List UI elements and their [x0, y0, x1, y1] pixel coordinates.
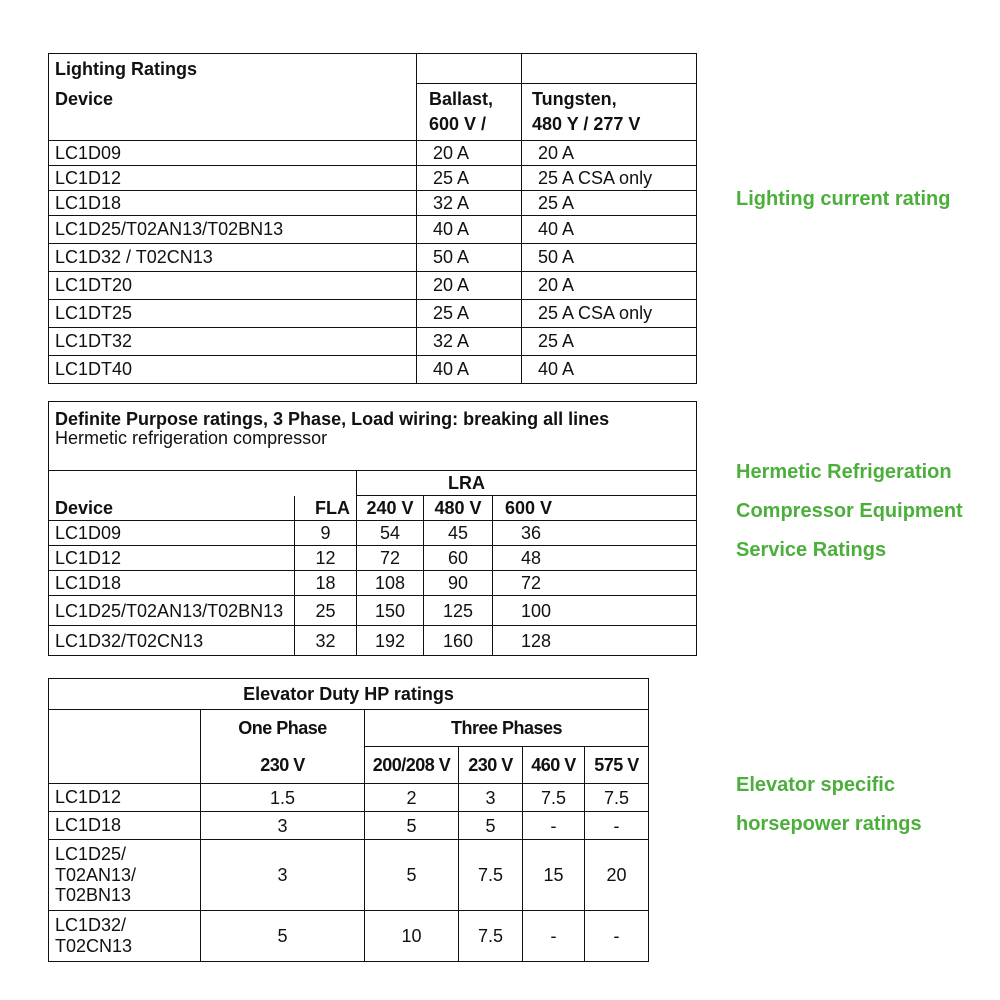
col-230v-one-phase: 230 V [201, 747, 365, 784]
lra-480v-cell: 160 [424, 626, 493, 656]
device-cell: LC1D12 [49, 165, 417, 190]
device-cell: LC1D18 [49, 812, 201, 840]
hp-460v-cell: 7.5 [523, 784, 585, 812]
table-row [49, 911, 649, 962]
fla-cell: 12 [295, 546, 357, 571]
device-cell: LC1DT20 [49, 271, 417, 299]
table-row [49, 190, 697, 215]
table-row [49, 784, 649, 812]
tungsten-cell: 25 A [522, 327, 697, 355]
device-cell: LC1DT32 [49, 327, 417, 355]
hp-230v-cell: 5 [459, 812, 523, 840]
device-cell: LC1DT25 [49, 299, 417, 327]
hp-460v-cell: - [523, 812, 585, 840]
tungsten-voltage: 480 Y / 277 V [532, 113, 641, 134]
table-row [49, 596, 697, 626]
hp-230v-cell: 7.5 [459, 840, 523, 911]
col-tungsten-header [522, 84, 697, 141]
one-phase-header: One Phase [201, 710, 365, 747]
three-phases-header: Three Phases [365, 710, 649, 747]
table-row [49, 165, 697, 190]
col-460v: 460 V [523, 747, 585, 784]
device-cell: LC1D09 [49, 140, 417, 165]
tungsten-cell: 40 A [522, 355, 697, 383]
fla-cell: 25 [295, 596, 357, 626]
ballast-cell: 20 A [417, 271, 522, 299]
table-row [49, 355, 697, 383]
ballast-cell: 25 A [417, 299, 522, 327]
col-fla-header: FLA [295, 496, 357, 521]
fla-cell: 9 [295, 521, 357, 546]
empty-cell [522, 54, 697, 84]
col-230v-three-phase: 230 V [459, 747, 523, 784]
tungsten-cell: 25 A CSA only [522, 299, 697, 327]
table-row [49, 140, 697, 165]
col-575v: 575 V [585, 747, 649, 784]
hp-200-208v-cell: 10 [365, 911, 459, 962]
hp-575v-cell: - [585, 911, 649, 962]
empty-cell [49, 471, 357, 496]
table-row [49, 521, 697, 546]
device-cell: LC1DT40 [49, 355, 417, 383]
lra-600v-cell: 36 [493, 521, 697, 546]
device-cell: LC1D12 [49, 546, 295, 571]
hp-one-phase-230v-cell: 3 [201, 812, 365, 840]
table-row [49, 812, 649, 840]
ballast-cell: 40 A [417, 355, 522, 383]
lra-240v-cell: 54 [357, 521, 424, 546]
ballast-cell: 40 A [417, 215, 522, 243]
hp-460v-cell: 15 [523, 840, 585, 911]
fla-cell: 32 [295, 626, 357, 656]
tungsten-cell: 20 A [522, 140, 697, 165]
hp-one-phase-230v-cell: 3 [201, 840, 365, 911]
hp-575v-cell: 7.5 [585, 784, 649, 812]
ballast-label: Ballast, [429, 89, 494, 110]
fla-cell: 18 [295, 571, 357, 596]
table-row [49, 626, 697, 656]
tungsten-cell: 50 A [522, 243, 697, 271]
table-row [49, 571, 697, 596]
table-row [49, 327, 697, 355]
hermetic-note-line-3: Service Ratings [736, 539, 887, 561]
col-200-208v: 200/208 V [365, 747, 459, 784]
hp-460v-cell: - [523, 911, 585, 962]
hermetic-note-line-2: Compressor Equipment [736, 500, 963, 522]
device-cell: LC1D12 [49, 784, 201, 812]
col-600v-header: 600 V [493, 496, 697, 521]
hp-200-208v-cell: 5 [365, 840, 459, 911]
lra-240v-cell: 108 [357, 571, 424, 596]
device-cell: LC1D25/ T02AN13/ T02BN13 [49, 840, 201, 911]
elevator-note-line-1: Elevator specific [736, 774, 895, 796]
hp-one-phase-230v-cell: 5 [201, 911, 365, 962]
lra-480v-cell: 90 [424, 571, 493, 596]
hermetic-ratings-table [48, 401, 697, 656]
lra-480v-cell: 45 [424, 521, 493, 546]
hp-200-208v-cell: 5 [365, 812, 459, 840]
col-240v-header: 240 V [357, 496, 424, 521]
tungsten-cell: 20 A [522, 271, 697, 299]
ballast-cell: 50 A [417, 243, 522, 271]
hermetic-title-cell [49, 402, 697, 471]
device-cell: LC1D32/ T02CN13 [49, 911, 201, 962]
hp-one-phase-230v-cell: 1.5 [201, 784, 365, 812]
table-row [49, 299, 697, 327]
device-cell: LC1D09 [49, 521, 295, 546]
table-row [49, 271, 697, 299]
lra-240v-cell: 150 [357, 596, 424, 626]
lra-600v-cell: 72 [493, 571, 697, 596]
elevator-ratings-table [48, 678, 649, 962]
lighting-title: Lighting Ratings [49, 54, 417, 84]
lra-header: LRA [357, 471, 697, 496]
hermetic-title: Definite Purpose ratings, 3 Phase, Load wiring: breaking all lines [55, 409, 610, 429]
table-row [49, 546, 697, 571]
ballast-cell: 32 A [417, 327, 522, 355]
lra-600v-cell: 128 [493, 626, 697, 656]
lighting-ratings-table [48, 53, 697, 384]
hp-575v-cell: - [585, 812, 649, 840]
empty-cell [417, 54, 522, 84]
tungsten-cell: 40 A [522, 215, 697, 243]
device-cell: LC1D18 [49, 571, 295, 596]
ballast-cell: 25 A [417, 165, 522, 190]
hermetic-note-line-1: Hermetic Refrigeration [736, 461, 952, 483]
lra-600v-cell: 100 [493, 596, 697, 626]
col-ballast-header [417, 84, 522, 141]
hp-575v-cell: 20 [585, 840, 649, 911]
device-cell: LC1D18 [49, 190, 417, 215]
device-cell: LC1D25/T02AN13/T02BN13 [49, 596, 295, 626]
table-row [49, 243, 697, 271]
col-480v-header: 480 V [424, 496, 493, 521]
elevator-note-line-2: horsepower ratings [736, 813, 922, 835]
hermetic-subtitle: Hermetic refrigeration compressor [55, 428, 328, 448]
table-row [49, 840, 649, 911]
hp-200-208v-cell: 2 [365, 784, 459, 812]
elevator-title: Elevator Duty HP ratings [49, 679, 649, 710]
lra-600v-cell: 48 [493, 546, 697, 571]
tungsten-cell: 25 A CSA only [522, 165, 697, 190]
tungsten-cell: 25 A [522, 190, 697, 215]
col-device-header: Device [49, 496, 295, 521]
lra-240v-cell: 192 [357, 626, 424, 656]
ballast-cell: 32 A [417, 190, 522, 215]
table-row [49, 215, 697, 243]
ballast-voltage: 600 V / [429, 113, 487, 134]
lighting-note: Lighting current rating [736, 188, 951, 210]
lra-480v-cell: 125 [424, 596, 493, 626]
device-cell: LC1D32/T02CN13 [49, 626, 295, 656]
ballast-cell: 20 A [417, 140, 522, 165]
hp-230v-cell: 3 [459, 784, 523, 812]
col-device-header: Device [49, 84, 417, 141]
device-cell: LC1D32 / T02CN13 [49, 243, 417, 271]
lra-480v-cell: 60 [424, 546, 493, 571]
empty-cell [49, 710, 201, 784]
lra-240v-cell: 72 [357, 546, 424, 571]
device-cell: LC1D25/T02AN13/T02BN13 [49, 215, 417, 243]
tungsten-label: Tungsten, [532, 89, 617, 110]
hp-230v-cell: 7.5 [459, 911, 523, 962]
